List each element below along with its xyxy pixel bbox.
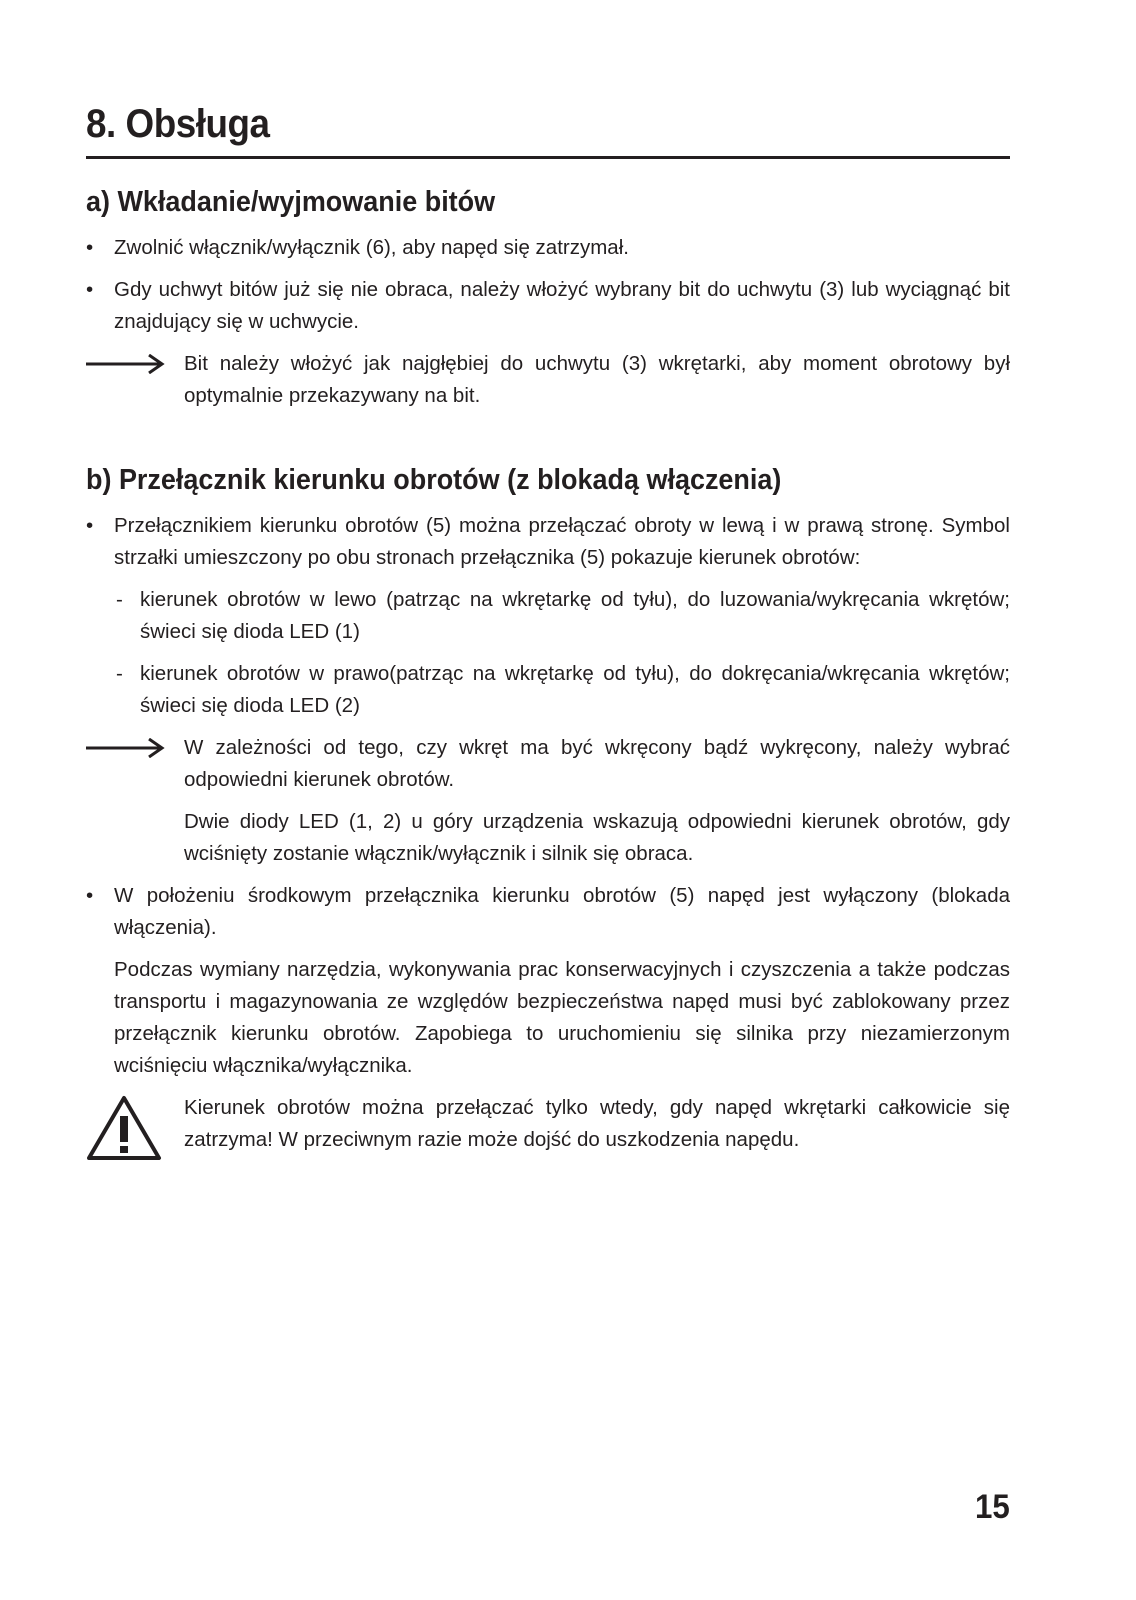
list-item <box>86 232 1010 264</box>
bullet-text: Zwolnić włącznik/wyłącznik (6), aby napęd się zatrzymał. <box>114 236 629 259</box>
arrow-right-icon <box>86 738 166 758</box>
section-b-heading: b) Przełącznik kierunku obrotów (z blokadą włączenia) <box>86 464 782 496</box>
arrow-right-icon <box>86 354 166 374</box>
note-block <box>86 348 1010 412</box>
warning-triangle-icon <box>86 1094 162 1162</box>
dash-item <box>86 584 1010 648</box>
section-a-heading: a) Wkładanie/wyjmowanie bitów <box>86 186 496 218</box>
list-item <box>86 510 1010 574</box>
dash-mark: - <box>116 588 123 611</box>
section-a-content <box>86 232 1010 412</box>
title-rule <box>86 156 1010 159</box>
bullet-mark: • <box>86 884 94 907</box>
warning-text: Kierunek obrotów można przełączać tylko wtedy, gdy napęd wkrętarki całkowicie się zatrzyma! W przeciwnym razie może dojść do uszkodzenia napędu. <box>184 1096 1010 1151</box>
dash-text: kierunek obrotów w prawo(patrząc na wkrętarkę od tyłu), do dokręcania/wkręcania wkrętów; świeci się dioda LED (2) <box>140 662 1010 717</box>
bullet-text: Przełącznikiem kierunku obrotów (5) można przełączać obroty w lewą i w prawą stronę. Symbol strzałki umieszczony po obu stronach przełącznika (5) pokazuje kierunek obrotów: <box>114 514 1010 569</box>
paragraph: Podczas wymiany narzędzia, wykonywania prac konserwacyjnych i czyszczenia a także podczas transportu i magazynowania ze względów bezpieczeństwa napęd musi być zablokowany przez przełącznik kierunku obrotów. Zapobiega to uruchomieniu się silnika przy niezamierzonym wciśnięciu włącznika/wyłącznika. <box>114 958 1010 1077</box>
bullet-mark: • <box>86 278 94 301</box>
note-block <box>86 732 1010 796</box>
dash-item <box>86 658 1010 722</box>
bullet-text: Gdy uchwyt bitów już się nie obraca, należy włożyć wybrany bit do uchwytu (3) lub wyciągnąć bit znajdujący się w uchwycie. <box>114 278 1010 333</box>
bullet-mark: • <box>86 514 94 537</box>
page-number: 15 <box>975 1488 1010 1526</box>
note-text: Dwie diody LED (1, 2) u góry urządzenia wskazują odpowiedni kierunek obrotów, gdy wciśnięty zostanie włącznik/wyłącznik i silnik się obraca. <box>184 810 1010 865</box>
dash-text: kierunek obrotów w lewo (patrząc na wkrętarkę od tyłu), do luzowania/wykręcania wkrętów; świeci się dioda LED (1) <box>140 588 1010 643</box>
page-title: 8. Obsługa <box>86 102 270 146</box>
note-text: W zależności od tego, czy wkręt ma być wkręcony bądź wykręcony, należy wybrać odpowiedni kierunek obrotów. <box>184 736 1010 791</box>
note-block <box>86 806 1010 870</box>
bullet-mark: • <box>86 236 94 259</box>
note-text: Bit należy włożyć jak najgłębiej do uchwytu (3) wkrętarki, aby moment obrotowy był optymalnie przekazywany na bit. <box>184 352 1010 407</box>
dash-mark: - <box>116 662 123 685</box>
warning-block <box>86 1092 1010 1156</box>
section-b-content <box>86 510 1010 1156</box>
list-item <box>86 274 1010 338</box>
list-item <box>86 880 1010 944</box>
bullet-text: W położeniu środkowym przełącznika kierunku obrotów (5) napęd jest wyłączony (blokada włączenia). <box>114 884 1010 939</box>
